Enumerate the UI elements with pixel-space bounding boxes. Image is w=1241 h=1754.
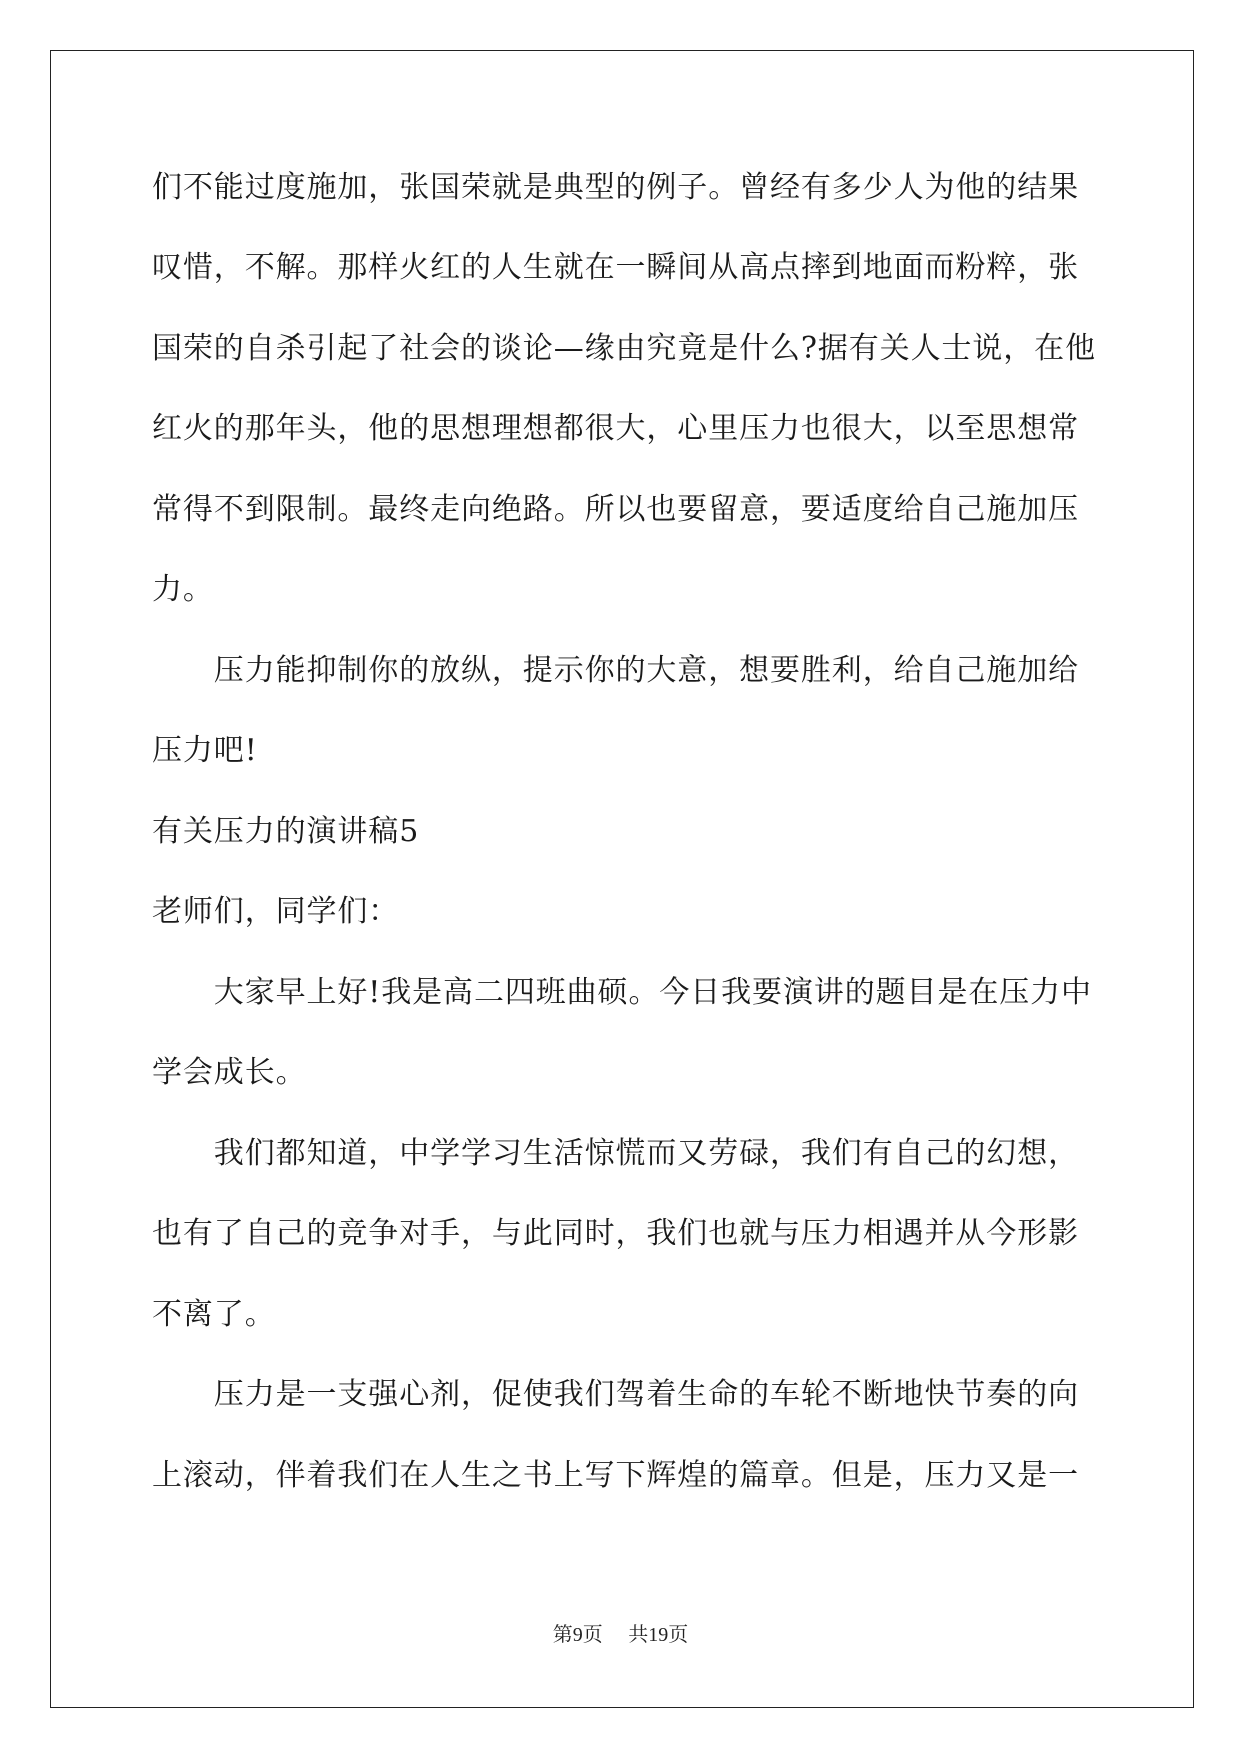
text-line: 们不能过度施加，张国荣就是典型的例子。曾经有多少人为他的结果 bbox=[152, 170, 1079, 205]
page-prefix: 第 bbox=[552, 1622, 573, 1646]
page-number: 9 bbox=[572, 1624, 583, 1646]
text-line: 也有了自己的竞争对手，与此同时，我们也就与压力相遇并从今形影 bbox=[152, 1216, 1079, 1251]
total-pages: 19 bbox=[648, 1624, 669, 1646]
text-line: 大家早上好!我是高二四班曲硕。今日我要演讲的题目是在压力中 bbox=[152, 975, 1092, 1010]
section-heading: 有关压力的演讲稿5 bbox=[152, 814, 420, 849]
text-line: 压力吧! bbox=[152, 733, 258, 768]
salutation: 老师们，同学们： bbox=[152, 894, 400, 929]
text-line: 力。 bbox=[152, 572, 214, 607]
text-line: 红火的那年头，他的思想理想都很大，心里压力也很大，以至思想常 bbox=[152, 411, 1079, 446]
text-line: 上滚动，伴着我们在人生之书上写下辉煌的篇章。但是，压力又是一 bbox=[152, 1458, 1079, 1493]
total-suffix: 页 bbox=[668, 1622, 689, 1646]
page-suffix: 页 bbox=[582, 1622, 603, 1646]
text-line: 学会成长。 bbox=[152, 1055, 307, 1090]
text-line: 国荣的自杀引起了社会的谈论—缘由究竟是什么?据有关人士说，在他 bbox=[152, 331, 1096, 366]
text-line: 不离了。 bbox=[152, 1297, 276, 1332]
text-line: 我们都知道，中学学习生活惊慌而又劳碌，我们有自己的幻想， bbox=[152, 1136, 1079, 1171]
total-prefix: 共 bbox=[628, 1622, 649, 1646]
text-line: 常得不到限制。最终走向绝路。所以也要留意，要适度给自己施加压 bbox=[152, 492, 1079, 527]
text-line: 压力是一支强心剂，促使我们驾着生命的车轮不断地快节奏的向 bbox=[152, 1377, 1079, 1412]
text-line: 叹惜，不解。那样火红的人生就在一瞬间从高点摔到地面而粉粹，张 bbox=[152, 250, 1079, 285]
text-line: 压力能抑制你的放纵，提示你的大意，想要胜利，给自己施加给 bbox=[152, 653, 1079, 688]
page-footer bbox=[0, 1622, 1241, 1647]
